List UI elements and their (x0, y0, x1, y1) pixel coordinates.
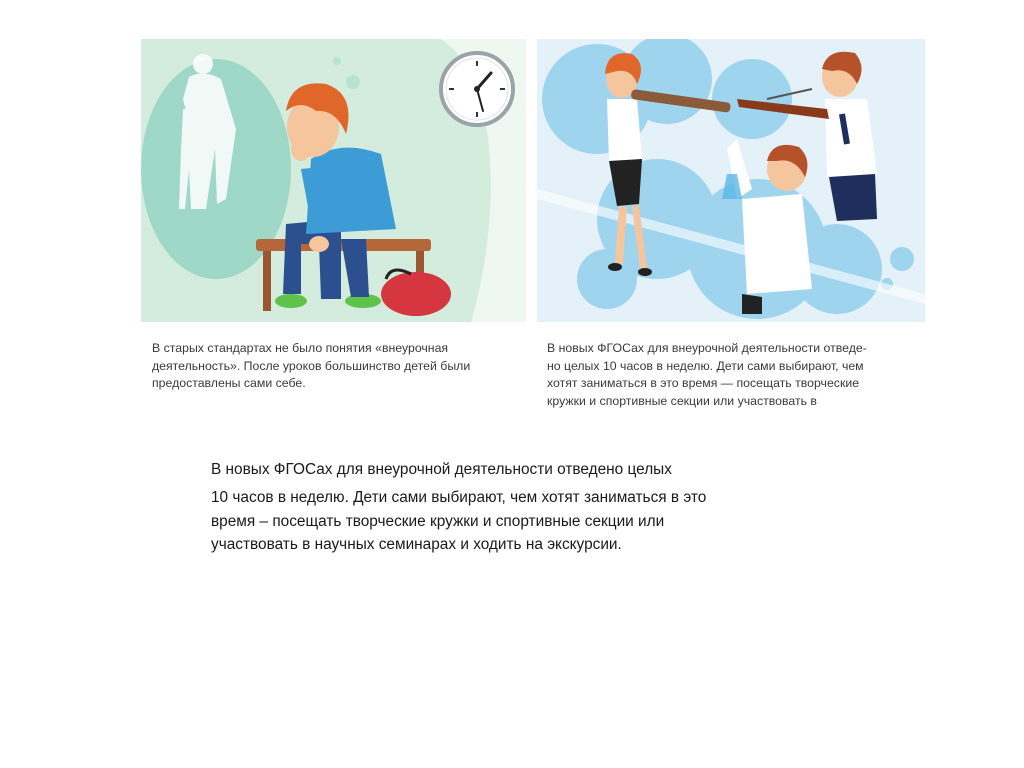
caption-old-standards: В старых стандартах не было понятия «внеурочная деятельность». После уроков большинство детей были предоставлены сами себе. (152, 341, 471, 390)
slide-body-text (211, 460, 811, 557)
caption-new-standards: В новых ФГОСах для внеурочной деятельности отведе- но целых 10 часов в неделю. Дети сами выбирают, чем хотят заниматься в это время — посещать творческие кружки и спортивные секции или участвовать в (547, 341, 867, 408)
lonely-boy-illustration (141, 39, 526, 322)
active-kids-illustration (537, 39, 925, 322)
illustration-old-standards (141, 39, 526, 322)
illustration-new-standards (537, 39, 925, 322)
wall-clock (441, 53, 513, 125)
body-text-line-1: В новых ФГОСах для внеурочной деятельности отведено целых (211, 461, 672, 478)
body-text-rest: 10 часов в неделю. Дети сами выбирают, чем хотят заниматься в это время – посещать творческие кружки и спортивные секции или участвовать в научных семинарах и ходить на экскурсии. (211, 489, 707, 553)
